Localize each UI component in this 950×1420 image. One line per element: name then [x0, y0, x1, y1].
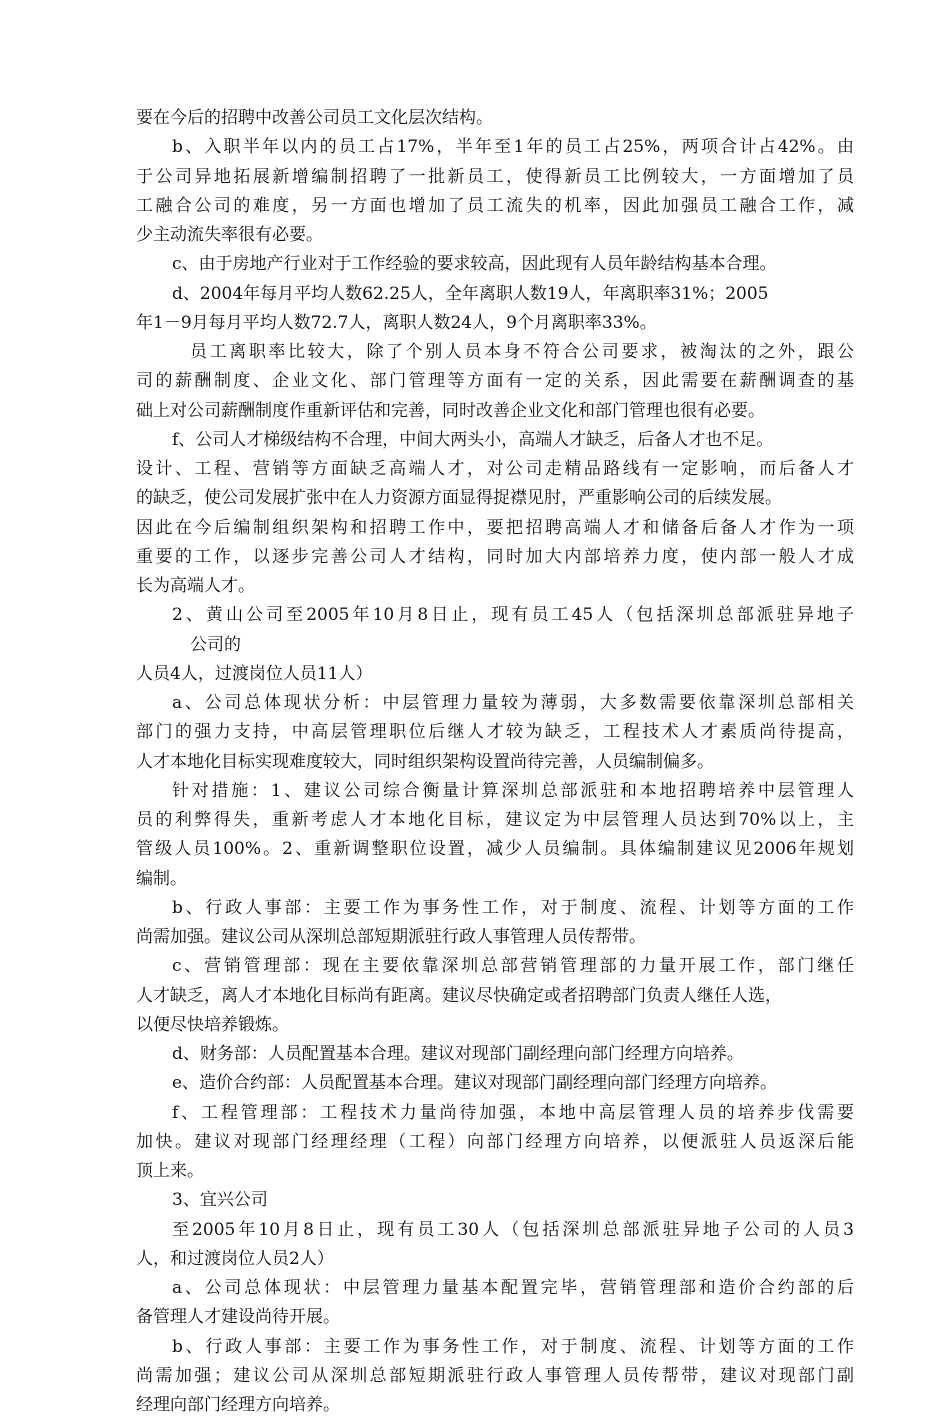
text-line: d、财务部：人员配置基本合理。建议对现部门副经理向部门经理方向培养。 — [172, 1044, 744, 1064]
text-line: d、2004年每月平均人数62.25人，全年离职人数19人，年离职率31%；2005 — [172, 283, 769, 304]
text-line: 重要的工作，以逐步完善公司人才结构，同时加大内部培养力度，使内部一般人才成 — [136, 546, 854, 567]
text-line: b、行政人事部：主要工作为事务性工作，对于制度、流程、计划等方面的工作 — [172, 1336, 854, 1357]
text-line: 尚需加强；建议公司从深圳总部短期派驻行政人事管理人员传帮带，建议对现部门副 — [136, 1365, 854, 1386]
text-line: 因此在今后编制组织架构和招聘工作中，要把招聘高端人才和储备后备人才作为一项 — [136, 517, 854, 538]
text-line: 管级人员100%。2、重新调整职位设置，减少人员编制。具体编制建议见2006年规划 — [136, 839, 854, 860]
text-line: 备管理人才建设尚待开展。 — [136, 1307, 340, 1328]
text-line: e、造价合约部：人员配置基本合理。建议对现部门副经理向部门经理方向培养。 — [172, 1073, 778, 1094]
text-line: 人才缺乏，离人才本地化目标尚有距离。建议尽快确定或者招聘部门负责人继任人选， — [136, 985, 782, 1006]
text-line: 于公司异地拓展新增编制招聘了一批新员工，使得新员工比例较大，一方面增加了员 — [136, 166, 854, 187]
text-line: a、公司总体现状：中层管理力量基本配置完毕，营销管理部和造价合约部的后 — [172, 1278, 854, 1298]
text-line: 员的利弊得失，重新考虑人才本地化目标，建议定为中层管理人员达到70%以上，主 — [136, 810, 854, 830]
text-line: c、营销管理部：现在主要依靠深圳总部营销管理部的力量开展工作，部门继任 — [172, 956, 854, 977]
text-line: 员工离职率比较大，除了个别人员本身不符合公司要求，被淘汰的之外，跟公 — [190, 342, 854, 362]
text-line: a、公司总体现状分析：中层管理力量较为薄弱，大多数需要依靠深圳总部相关 — [172, 693, 854, 713]
text-line: b、入职半年以内的员工占17%，半年至1年的员工占25%，两项合计占42%。由 — [172, 137, 854, 158]
text-line: 础上对公司薪酬制度作重新评估和完善，同时改善企业文化和部门管理也很有必要。 — [136, 400, 765, 421]
text-line: f、工程管理部：工程技术力量尚待加强，本地中高层管理人员的培养步伐需要 — [172, 1102, 854, 1123]
text-line: 的缺乏，使公司发展扩张中在人力资源方面显得捉襟见肘，严重影响公司的后续发展。 — [136, 488, 782, 509]
text-line: 部门的强力支持，中高层管理职位后继人才较为缺乏，工程技术人才素质尚待提高， — [136, 722, 854, 743]
text-line: 至2005年10月8日止，现有员工30人（包括深圳总部派驻异地子公司的人员3 — [172, 1219, 854, 1240]
text-line: c、由于房地产行业对于工作经验的要求较高，因此现有人员年龄结构基本合理。 — [172, 254, 777, 275]
text-line: 少主动流失率很有必要。 — [136, 225, 323, 245]
text-line: 年1－9月每月平均人数72.7人，离职人数24人，9个月离职率33%。 — [136, 312, 657, 333]
text-line: 针对措施：1、建议公司综合衡量计算深圳总部派驻和本地招聘培养中层管理人 — [172, 780, 854, 801]
text-line: b、行政人事部：主要工作为事务性工作，对于制度、流程、计划等方面的工作 — [172, 897, 854, 918]
text-line: 长为高端人才。 — [136, 576, 255, 596]
text-line: 顶上来。 — [136, 1161, 204, 1181]
text-line: 要在今后的招聘中改善公司员工文化层次结构。 — [136, 108, 493, 128]
text-line: 司的薪酬制度、企业文化、部门管理等方面有一定的关系，因此需要在薪酬调查的基 — [136, 371, 854, 392]
text-line: 人才本地化目标实现难度较大，同时组织架构设置尚待完善，人员编制偏多。 — [136, 751, 714, 772]
text-line: 加快。建议对现部门经理经理（工程）向部门经理方向培养，以便派驻人员返深后能 — [136, 1131, 854, 1152]
text-line: 公司的 — [190, 634, 241, 655]
text-line: 工融合公司的难度，另一方面也增加了员工流失的机率，因此加强员工融合工作，减 — [136, 195, 854, 216]
document-body — [136, 104, 854, 1420]
text-line: 经理向部门经理方向培养。 — [136, 1395, 340, 1415]
text-line: 设计、工程、营销等方面缺乏高端人才，对公司走精品路线有一定影响，而后备人才 — [136, 459, 854, 479]
text-line: 3、宜兴公司 — [172, 1190, 268, 1211]
text-line: 人，和过渡岗位人员2人） — [136, 1248, 334, 1269]
text-line: 2、黄山公司至2005年10月8日止，现有员工45人（包括深圳总部派驻异地子 — [172, 605, 854, 626]
text-line: 人员4人，过渡岗位人员11人） — [136, 663, 373, 684]
text-line: f、公司人才梯级结构不合理，中间大两头小，高端人才缺乏，后备人才也不足。 — [172, 429, 774, 450]
text-line: 以便尽快培养锻炼。 — [136, 1014, 289, 1035]
text-line: 编制。 — [136, 868, 187, 889]
text-line: 尚需加强。建议公司从深圳总部短期派驻行政人事管理人员传帮带。 — [136, 927, 646, 947]
